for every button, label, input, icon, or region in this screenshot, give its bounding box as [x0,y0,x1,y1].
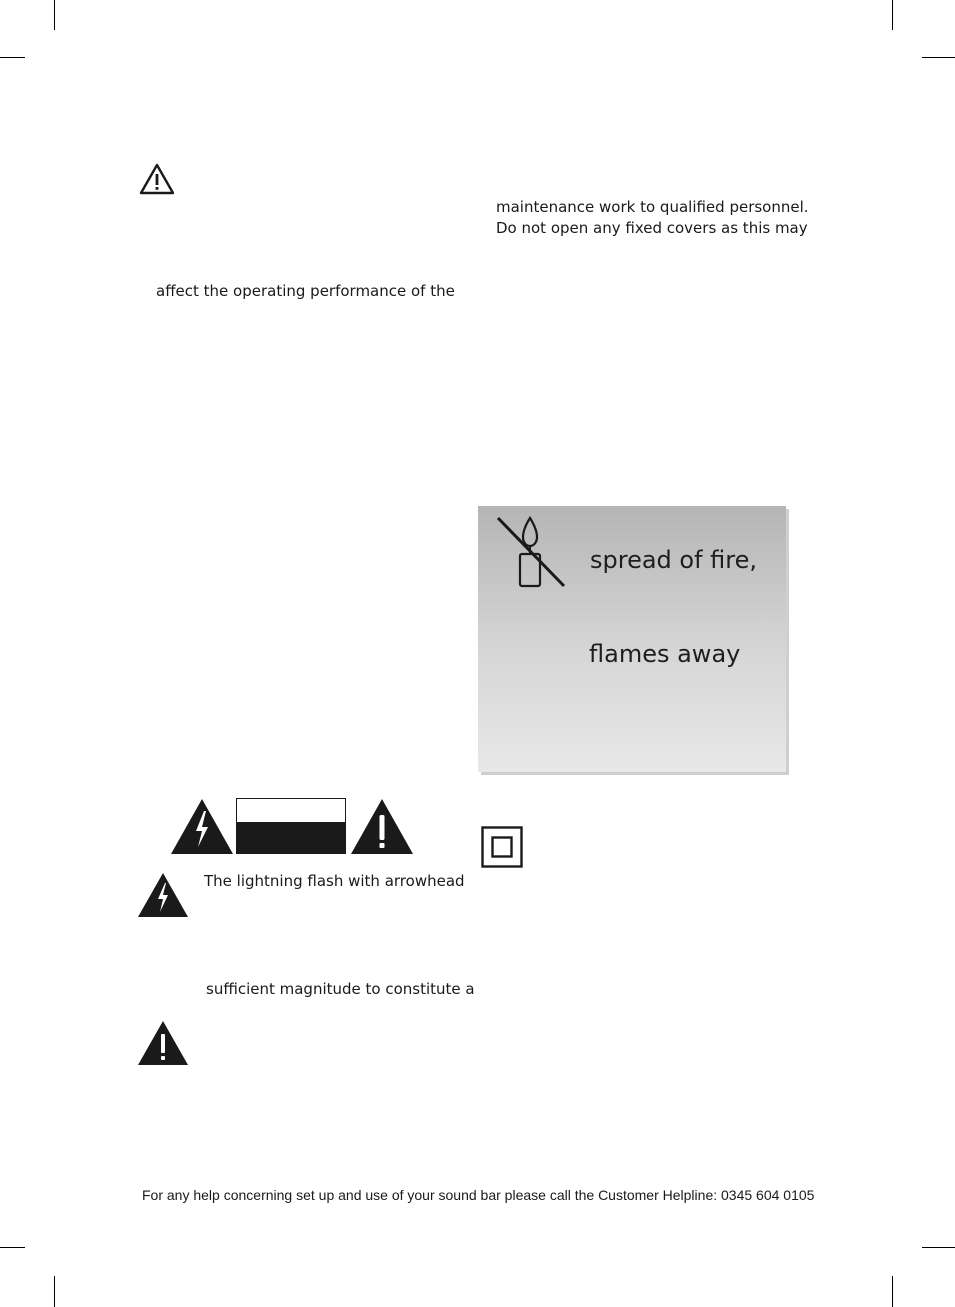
left-column-text: affect the operating performance of the [156,282,455,300]
fire-box-line-1: spread of fire, [590,546,758,574]
helpline-footer: For any help concerning set up and use of your sound bar please call the Customer Helpline: 0345 604 0105 [142,1187,815,1203]
lightning-warning-icon [170,798,234,855]
caution-label-dark-band [237,822,345,853]
crop-mark [0,1247,25,1248]
exclamation-warning-icon [350,798,414,855]
crop-mark [922,57,955,58]
crop-mark [892,0,893,30]
crop-mark [922,1247,955,1248]
lightning-description: The lightning flash with arrowhead [204,872,465,890]
crop-mark [54,0,55,30]
crop-mark [54,1276,55,1307]
double-insulation-icon [481,826,523,868]
crop-mark [892,1276,893,1307]
right-column-text: Do not open any fixed covers as this may [496,219,808,237]
caution-icon [138,162,176,196]
no-open-flame-icon [494,514,568,594]
crop-mark [0,57,25,58]
exclamation-warning-icon [137,1020,189,1066]
fire-box-line-2: flames away [589,640,741,668]
magnitude-description: sufficient magnitude to constitute a [206,980,475,998]
right-column-text: maintenance work to qualified personnel. [496,198,809,216]
lightning-warning-icon [137,872,189,918]
caution-label-box [236,798,346,854]
fire-warning-box [478,506,786,772]
